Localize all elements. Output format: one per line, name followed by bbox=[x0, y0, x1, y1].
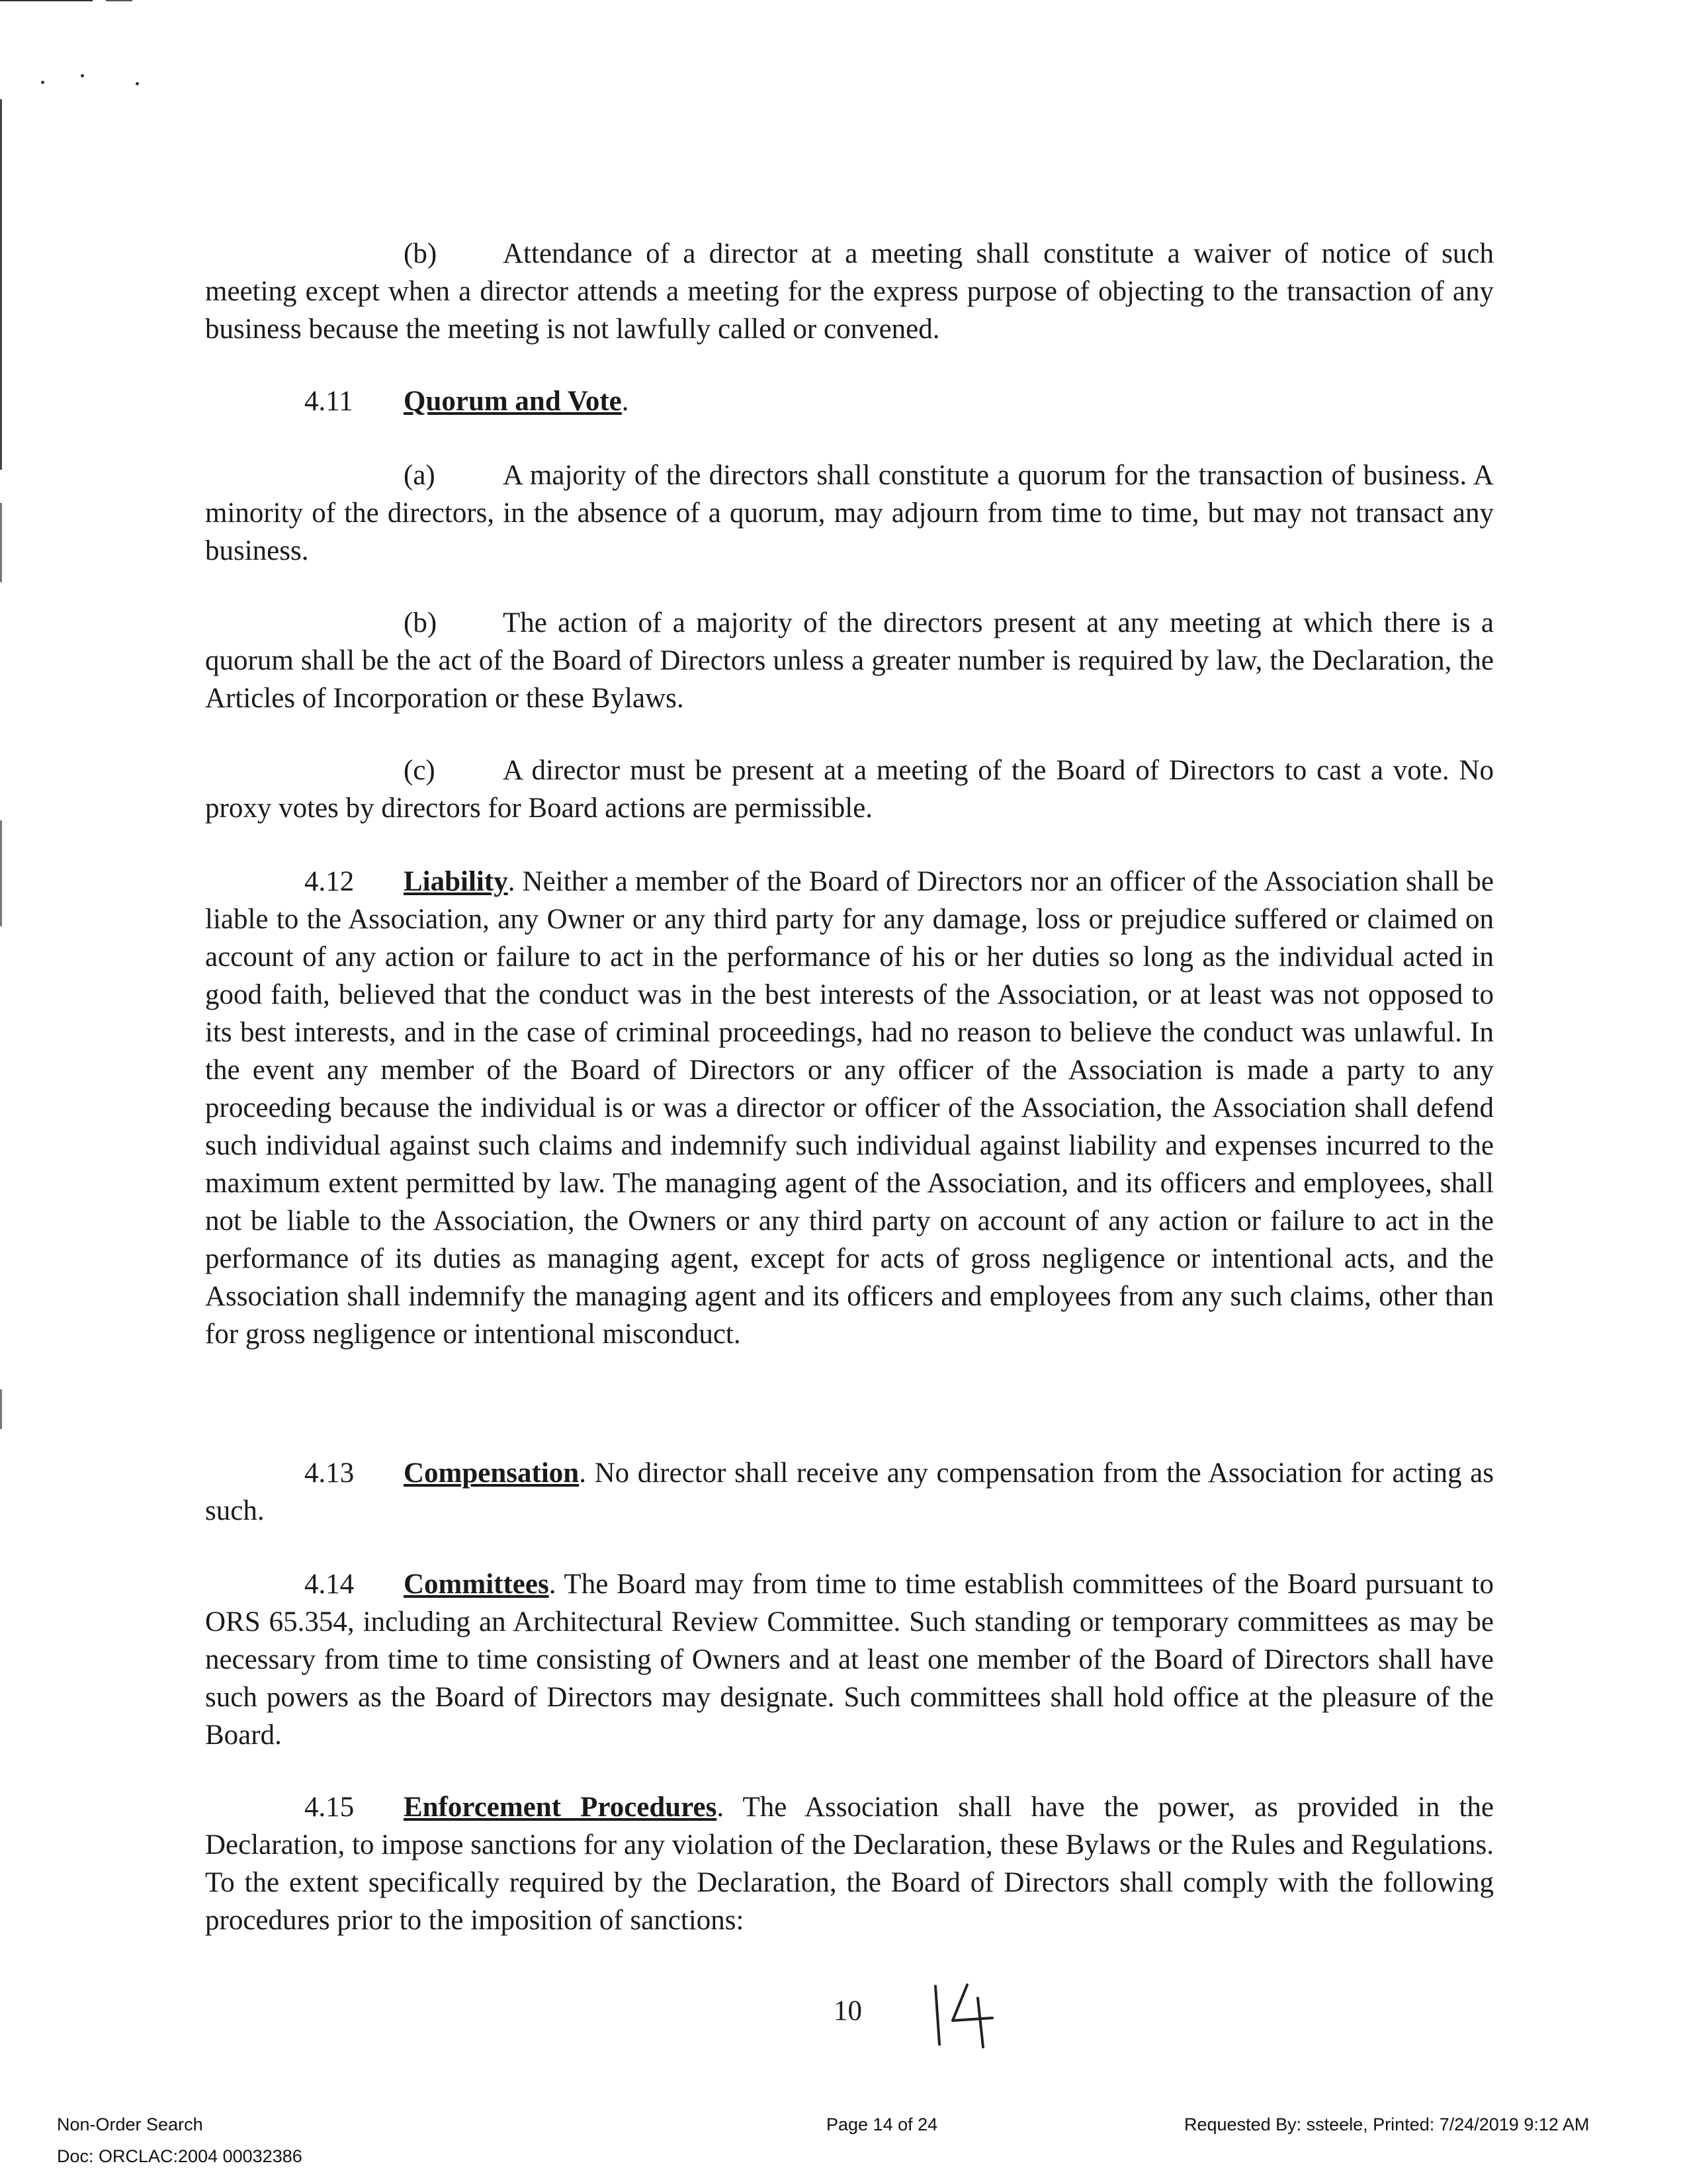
section-text: . Neither a member of the Board of Directors nor an officer of the Association shall be liable to the Association, any Owner or any third party for any damage, loss or prejudice suffered or claimed on account of any action or failure to act in the performance of his or her duties so long as the individual acted in good faith, believed that the conduct was in the best interests of the Association, or at least was not opposed to its best interests, and in the case of criminal proceedings, had no reason to believe the conduct was unlawful. In the event any member of the Board of Directors or any officer of the Association is made a party to any proceeding because the individual is or was a director or officer of the Association, the Association shall defend such individual against such claims and indemnify such individual against liability and expenses incurred to the maximum extent permitted by law. The managing agent of the Association, and its officers and employees, shall not be liable to the Association, the Owners or any third party on account of any action or failure to act in the performance of its duties as managing agent, except for acts of gross negligence or intentional acts, and the Association shall indemnify the managing agent and its officers and employees from any such claims, other than for gross negligence or intentional misconduct. bbox=[205, 866, 1494, 1350]
section-4-11-a bbox=[205, 457, 1494, 570]
section-text: . No director shall receive any compensation from the Association for acting as such. bbox=[205, 1458, 1494, 1526]
scan-edge-line bbox=[0, 0, 93, 1]
footer-requested-by: Requested By: ssteele, Printed: 7/24/2019 9:12 AM bbox=[1184, 2115, 1590, 2134]
section-number: 4.15 bbox=[304, 1792, 355, 1823]
section-number: 4.11 bbox=[304, 386, 353, 417]
paragraph-text: Attendance of a director at a meeting shall constitute a waiver of notice of such meeting except when a director attends a meeting for the express purpose of objecting to the transaction of any business because the meeting is not lawfully called or convened. bbox=[205, 238, 1494, 345]
paragraph-label: (b) bbox=[404, 607, 437, 638]
paragraph-label: (a) bbox=[404, 460, 435, 491]
section-text: . The Association shall have the power, as provided in the Declaration, to impose sanctions for any violation of the Declaration, these Bylaws or the Rules and Regulations. To the extent specifically required by the Declaration, the Board of Directors shall comply with the following procedures prior to the imposition of sanctions: bbox=[205, 1792, 1494, 1936]
scan-left-edge bbox=[0, 820, 2, 926]
section-text: . The Board may from time to time establish committees of the Board pursuant to ORS 65.354, including an Architectural Review Committee. Such standing or temporary committees as may be necessary from time to time consisting of Owners and at least one member of the Board of Directors shall have such powers as the Board of Directors may designate. Such committees shall hold office at the pleasure of the Board. bbox=[205, 1569, 1494, 1751]
footer-search-type: Non-Order Search bbox=[57, 2115, 203, 2134]
section-number: 4.13 bbox=[304, 1458, 355, 1489]
section-title: Quorum and Vote bbox=[404, 386, 622, 417]
section-4-15-enforcement bbox=[205, 1788, 1494, 1939]
scan-speck bbox=[81, 74, 84, 77]
section-title: Liability bbox=[404, 866, 508, 897]
section-4-11-b bbox=[205, 604, 1494, 717]
footer-page-of: Page 14 of 24 bbox=[826, 2115, 938, 2134]
section-title-suffix: . bbox=[621, 386, 629, 417]
section-number: 4.14 bbox=[304, 1569, 355, 1600]
scan-left-edge bbox=[0, 503, 2, 582]
section-4-12-liability bbox=[205, 863, 1494, 1353]
section-title: Committees bbox=[404, 1569, 549, 1600]
paragraph-text: A director must be present at a meeting of the Board of Directors to cast a vote. No proxy votes by directors for Board actions are permissible. bbox=[205, 755, 1494, 824]
scan-speck bbox=[136, 82, 139, 85]
scan-edge-line bbox=[106, 0, 132, 1]
handwritten-page-number bbox=[926, 1978, 999, 2051]
paragraph-label: (b) bbox=[404, 238, 437, 269]
section-title: Enforcement Procedures bbox=[404, 1792, 717, 1823]
section-4-10-b bbox=[205, 235, 1494, 348]
footer-doc-id: Doc: ORCLAC:2004 00032386 bbox=[57, 2146, 302, 2166]
scan-speck bbox=[41, 81, 44, 84]
section-4-13-compensation bbox=[205, 1454, 1494, 1530]
scan-left-edge bbox=[0, 99, 2, 470]
paragraph-text: The action of a majority of the directors present at any meeting at which there is a quorum shall be the act of the Board of Directors unless a greater number is required by law, the Declaration, the Articles of Incorporation or these Bylaws. bbox=[205, 607, 1494, 714]
section-number: 4.12 bbox=[304, 866, 355, 897]
paragraph-text: A majority of the directors shall constitute a quorum for the transaction of business. A minority of the directors, in the absence of a quorum, may adjourn from time to time, but may not transact any business. bbox=[205, 460, 1494, 566]
section-title: Compensation bbox=[404, 1458, 580, 1489]
page-number: 10 bbox=[834, 1995, 862, 2027]
section-4-11-heading bbox=[205, 382, 1494, 420]
section-4-11-c bbox=[205, 752, 1494, 827]
paragraph-label: (c) bbox=[404, 755, 435, 786]
section-4-14-committees bbox=[205, 1565, 1494, 1754]
scan-left-edge bbox=[0, 1389, 2, 1429]
